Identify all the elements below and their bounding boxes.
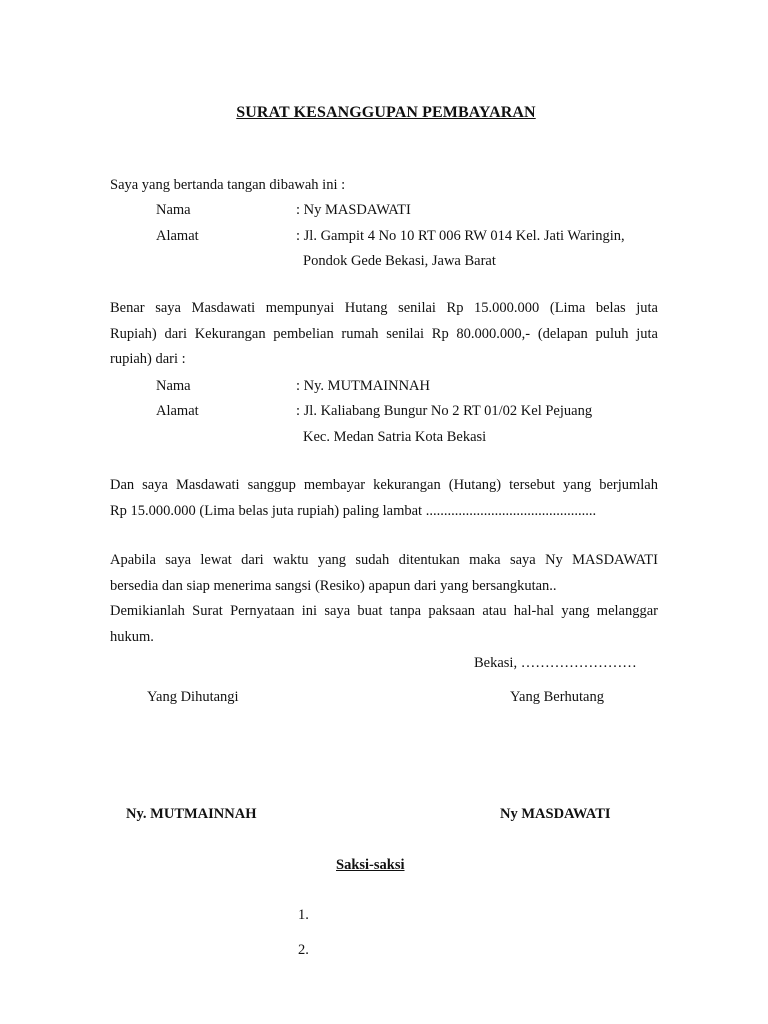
witnesses-title: Saksi-saksi: [336, 857, 405, 873]
creditor-name-value: : Ny. MUTMAINNAH: [296, 378, 430, 394]
sanction-paragraph: [110, 548, 658, 650]
letter-title: SURAT KESANGGUPAN PEMBAYARAN: [236, 104, 536, 121]
debt-paragraph-line: rupiah) dari :: [110, 351, 186, 367]
sanction-paragraph-line: hukum.: [110, 628, 154, 645]
debtor-address-line2: Pondok Gede Bekasi, Jawa Barat: [303, 253, 496, 269]
debtor-role-label: Yang Berhutang: [510, 689, 604, 705]
intro-text: Saya yang bertanda tangan dibawah ini :: [110, 177, 346, 193]
debt-paragraph: [110, 296, 658, 373]
sanction-paragraph-line: bersedia dan siap menerima sangsi (Resiko) apapun dari yang bersangkutan..: [110, 577, 557, 594]
creditor-name-label: Nama: [156, 378, 191, 394]
debtor-name-value: : Ny MASDAWATI: [296, 202, 411, 218]
debtor-signature-name: Ny MASDAWATI: [500, 806, 611, 822]
witness-item: 1.: [298, 907, 309, 923]
commitment-paragraph-line: Dan saya Masdawati sanggup membayar kekurangan (Hutang) tersebut yang berjumlah: [110, 477, 658, 493]
debtor-name-label: Nama: [156, 202, 191, 218]
debtor-address-label: Alamat: [156, 228, 199, 244]
witness-item: 2.: [298, 942, 309, 958]
creditor-address-line2: Kec. Medan Satria Kota Bekasi: [303, 429, 487, 445]
sanction-paragraph-line: Demikianlah Surat Pernyataan ini saya buat tanpa paksaan atau hal-hal yang melanggar: [110, 603, 658, 619]
sanction-paragraph-line: Apabila saya lewat dari waktu yang sudah ditentukan maka saya Ny MASDAWATI: [110, 552, 658, 568]
creditor-address-line1: : Jl. Kaliabang Bungur No 2 RT 01/02 Kel Pejuang: [296, 403, 593, 419]
place-date: Bekasi, ……………………: [474, 655, 637, 671]
commitment-paragraph: [110, 473, 658, 524]
debt-paragraph-line: Rupiah) dari Kekurangan pembelian rumah senilai Rp 80.000.000,- (delapan puluh juta: [110, 325, 658, 342]
debt-paragraph-line: Benar saya Masdawati mempunyai Hutang senilai Rp 15.000.000 (Lima belas juta: [110, 300, 658, 316]
creditor-signature-name: Ny. MUTMAINNAH: [126, 806, 257, 822]
commitment-paragraph-line: Rp 15.000.000 (Lima belas juta rupiah) paling lambat ...............................................: [110, 502, 597, 519]
creditor-role-label: Yang Dihutangi: [147, 689, 239, 705]
creditor-address-label: Alamat: [156, 403, 199, 419]
debtor-address-line1: : Jl. Gampit 4 No 10 RT 006 RW 014 Kel. Jati Waringin,: [296, 228, 625, 244]
